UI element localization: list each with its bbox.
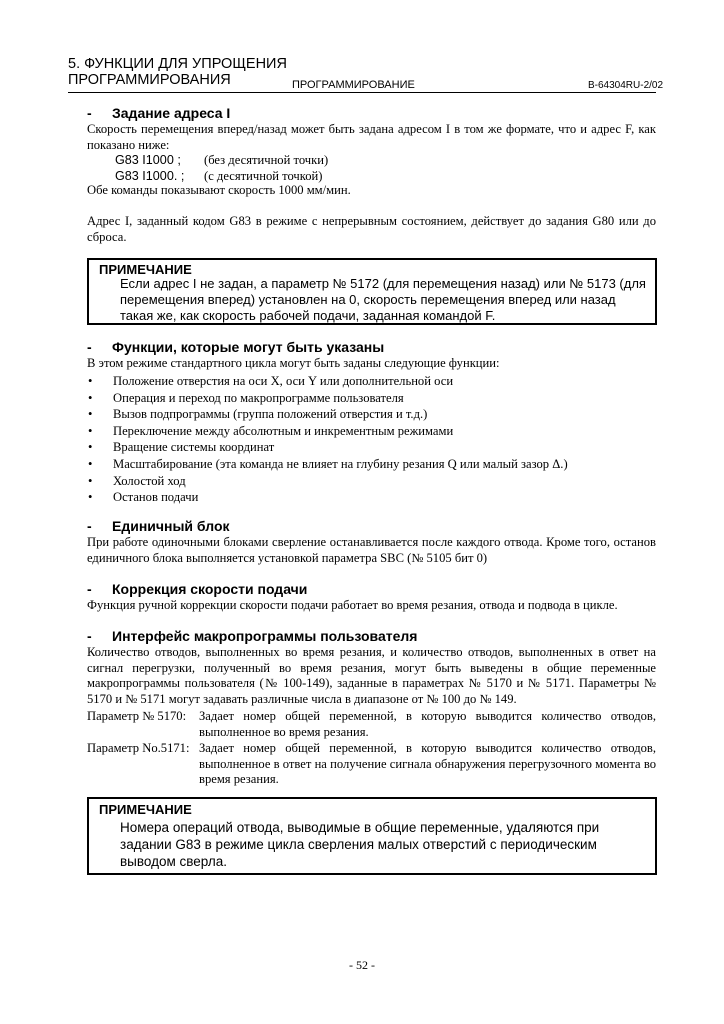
example-desc: (без десятичной точки) xyxy=(204,153,329,167)
param-row xyxy=(87,709,656,740)
heading-dash: - xyxy=(87,581,92,597)
heading-text: Коррекция скорости подачи xyxy=(112,581,308,597)
chapter-title-line1: 5. ФУНКЦИИ ДЛЯ УПРОЩЕНИЯ xyxy=(68,56,287,72)
list-item-text: Останов подачи xyxy=(113,490,199,505)
bullet-icon: • xyxy=(88,440,93,455)
bullet-icon: • xyxy=(88,456,93,471)
list-item-text: Масштабирование (эта команда не влияет на глубину резания Q или малый зазор Δ.) xyxy=(113,456,568,471)
heading-single-block xyxy=(87,518,230,534)
param-label: Параметр № 5170: xyxy=(87,709,187,723)
list-item-text: Вызов подпрограммы (группа положений отверстия и т.д.) xyxy=(113,407,428,422)
note-box-1 xyxy=(87,258,657,325)
note-text: Если адрес I не задан, а параметр № 5172 (для перемещения назад) или № 5173 (для перемещения вперед) установлен на 0, скорость перемещения вперед или назад такая же, как скорость рабочей подачи, заданная командой F. xyxy=(120,276,646,323)
note-box-2 xyxy=(87,797,657,875)
heading-text: Интерфейс макропрограммы пользователя xyxy=(112,628,418,644)
header-doc-code: B-64304RU-2/02 xyxy=(588,80,664,91)
list-item xyxy=(87,390,656,407)
note-title: ПРИМЕЧАНИЕ xyxy=(99,262,192,277)
list-item xyxy=(87,406,656,423)
bullet-icon: • xyxy=(88,423,93,438)
list-item-text: Вращение системы координат xyxy=(113,440,275,455)
macro-interface-text: Количество отводов, выполненных во время резания, и количество отводов, выполненных в ответ на сигнал перегрузки, полученный во время резания, могут быть выведены в общие переменные макропрограммы пользователя (№ 100-149), заданные в параметрах № 5170 и № 5171. Параметры № 5170 и № 5171 могут задавать различные числа в диапазоне от № 100 до № 149. xyxy=(87,645,656,706)
bullet-icon: • xyxy=(88,473,93,488)
bullet-icon: • xyxy=(88,407,93,422)
heading-functions xyxy=(87,339,384,355)
note-text: Номера операций отвода, выводимые в общие переменные, удаляются при задании G83 в режиме цикла сверления малых отверстий с периодическим выводом сверла. xyxy=(120,820,600,869)
example-cmd: G83 I1000 ; xyxy=(115,153,181,167)
single-block-text: При работе одиночными блоками сверление останавливается после каждого отвода. Кроме того, останов единичного блока выполняется установкой параметра SBC (№ 5105 бит 0) xyxy=(87,535,656,565)
list-item xyxy=(87,489,656,506)
list-item xyxy=(87,423,656,440)
heading-macro-interface xyxy=(87,628,417,644)
chapter-title xyxy=(68,56,287,88)
page-number: - 52 - xyxy=(349,958,375,972)
list-item xyxy=(87,456,656,473)
heading-address-i xyxy=(87,105,230,121)
functions-intro: В этом режиме стандартного цикла могут быть заданы следующие функции: xyxy=(87,356,500,370)
list-item-text: Операция и переход по макропрограмме пользователя xyxy=(113,390,404,405)
bullet-icon: • xyxy=(88,490,93,505)
bullet-icon: • xyxy=(88,390,93,405)
functions-list xyxy=(87,373,656,506)
address-i-example-2 xyxy=(115,168,322,184)
heading-text: Задание адреса I xyxy=(112,105,231,121)
header-section-name: ПРОГРАММИРОВАНИЕ xyxy=(292,79,415,91)
heading-dash: - xyxy=(87,339,92,355)
list-item-text: Холостой ход xyxy=(113,473,186,488)
example-desc: (с десятичной точкой) xyxy=(204,169,323,183)
address-i-para1: Скорость перемещения вперед/назад может быть задана адресом I в том же формате, что и адрес F, как показано ниже: xyxy=(87,122,656,152)
heading-dash: - xyxy=(87,105,92,121)
list-item xyxy=(87,373,656,390)
bullet-icon: • xyxy=(88,374,93,388)
list-item xyxy=(87,473,656,490)
chapter-title-line2: ПРОГРАММИРОВАНИЯ xyxy=(68,72,231,88)
heading-dash: - xyxy=(87,518,92,534)
heading-feedrate-override xyxy=(87,581,307,597)
param-value: Задает номер общей переменной, в которую выводится количество отводов, выполненное в ответ на получение сигнала обнаружения перегрузочного момента во время резания. xyxy=(199,741,656,787)
list-item-text: Переключение между абсолютным и инкрементным режимами xyxy=(113,423,454,438)
param-value: Задает номер общей переменной, в которую выводится количество отводов, выполненное во время резания. xyxy=(199,709,656,739)
param-label: Параметр No.5171: xyxy=(87,741,190,756)
feedrate-override-text: Функция ручной коррекции скорости подачи работает во время резания, отвода и подвода в цикле. xyxy=(87,598,618,612)
list-item xyxy=(87,439,656,456)
header-rule xyxy=(68,92,656,93)
address-i-para2: Обе команды показывают скорость 1000 мм/мин. xyxy=(87,183,351,197)
param-list xyxy=(87,709,656,788)
heading-text: Единичный блок xyxy=(112,518,230,534)
param-row xyxy=(87,741,656,788)
address-i-example-1 xyxy=(115,152,328,168)
address-i-para3: Адрес I, заданный кодом G83 в режиме с непрерывным состоянием, действует до задания G80 или до сброса. xyxy=(87,214,656,244)
heading-dash: - xyxy=(87,628,92,644)
example-cmd: G83 I1000. ; xyxy=(115,169,185,183)
note-title: ПРИМЕЧАНИЕ xyxy=(99,802,192,817)
heading-text: Функции, которые могут быть указаны xyxy=(112,339,385,355)
list-item-text: Положение отверстия на оси X, оси Y или дополнительной оси xyxy=(113,374,454,388)
